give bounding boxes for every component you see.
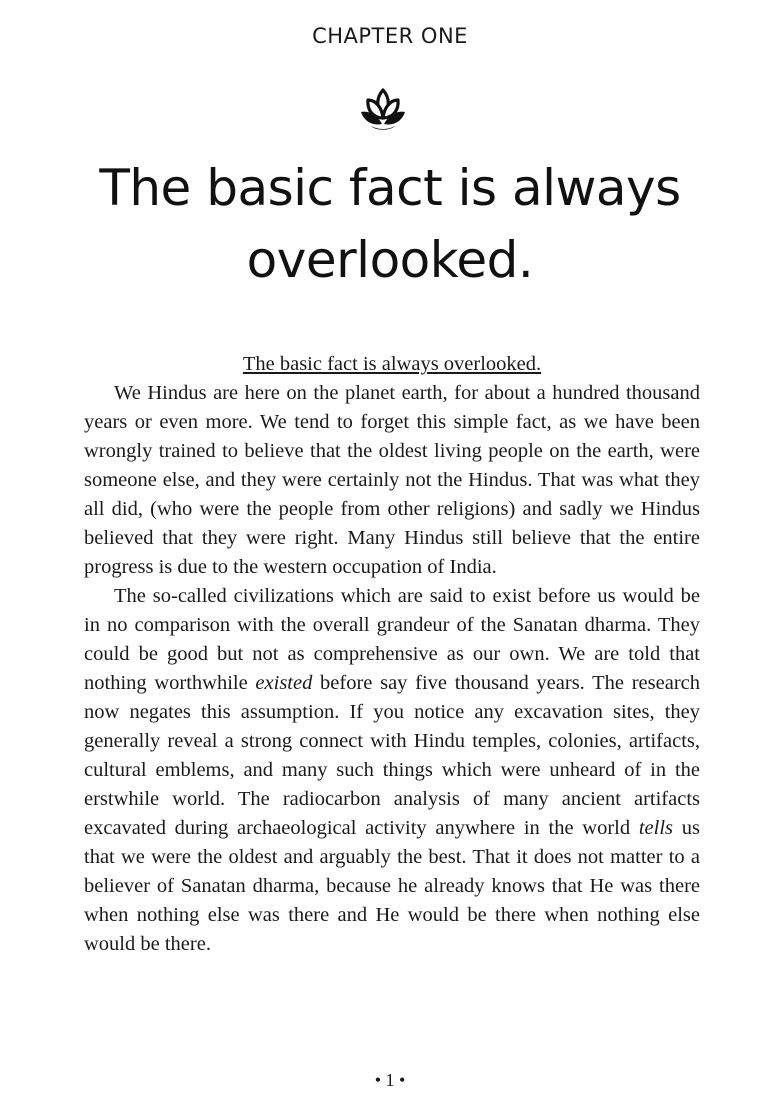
paragraph-text: The so-called civilizations which are said to exist before us would be in no comparison with the overall grandeur of the Sanatan dharma. They could be good but not as comprehensive as our own. We are told that nothing worthwhile (84, 585, 700, 694)
chapter-label: CHAPTER ONE (312, 24, 468, 48)
paragraph (84, 379, 700, 582)
lotus-icon (360, 88, 406, 132)
emphasis-text: tells (638, 817, 674, 839)
paragraph-list (84, 379, 700, 959)
page-number: • 1 • (374, 1070, 406, 1090)
paragraph-text: us that we were the oldest and arguably the best. That it does not matter to a believer of Sanatan dharma, because he already knows that He was there when nothing else was there and He would be there when nothing else would be there. (84, 817, 700, 955)
paragraph-text: We Hindus are here on the planet earth, for about a hundred thousand years or even more. We tend to forget this simple fact, as we have been wrongly trained to believe that the oldest living people on the earth, were someone else, and they were certainly not the Hindus. That was what they all did, (who were the people from other religions) and sadly we Hindus believed that they were right. Many Hindus still believe that the entire progress is due to the western occupation of India. (84, 382, 700, 578)
section-subheading: The basic fact is always overlooked. (242, 353, 542, 375)
chapter-title: The basic fact is always overlooked. (99, 159, 681, 289)
paragraph-text: before say five thousand years. The research now negates this assumption. If you notice any excavation sites, they generally reveal a strong connect with Hindu temples, colonies, artifacts, cultural emblems, and many such things which were unheard of in the erstwhile world. The radiocarbon analysis of many ancient artifacts excavated during archaeological activity anywhere in the world (84, 672, 700, 839)
emphasis-text: existed (255, 672, 313, 694)
chapter-body (84, 350, 700, 959)
paragraph (84, 582, 700, 959)
